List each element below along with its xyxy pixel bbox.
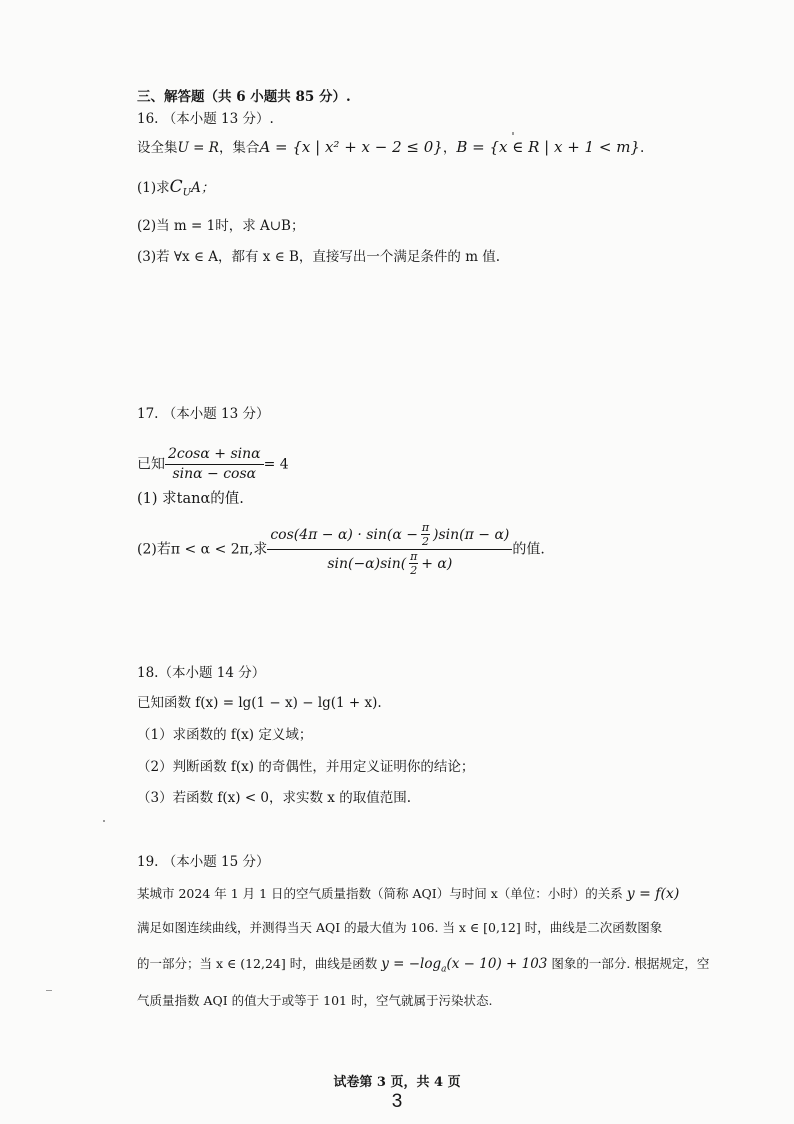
q16-part1: (1)求$C_UA$； (137, 177, 215, 199)
footer-page-number: 3 (391, 1091, 403, 1112)
q19-header: 19. （本小题 15 分） (137, 854, 270, 870)
q18-header: 18.（本小题 14 分） (137, 665, 266, 681)
q17-part2-fraction: cos(4π − α) · sin(α − $\frac{\pi}{2}$ )sin(π − α) sin(−α)sin( $\frac{\pi}{2}$ + α) (267, 522, 512, 577)
q16-part3: (3)若 ∀x ∈ A，都有 x ∈ B，直接写出一个满足条件的 m 值. (137, 249, 501, 265)
q19-line3: 的一部分；当 x ∈ (12,24] 时，曲线是函数 $y = -\log_a(x - 10) + 103$ 图象的一部分. 根据规定，空 (137, 956, 710, 975)
q18-part1: （1）求函数的 f(x) 定义域； (137, 727, 313, 743)
q19-line4: 气质量指数 AQI 的值大于或等于 101 时，空气就属于污染状态. (137, 993, 493, 1008)
q16-header: 16. （本小题 13 分）. (137, 111, 274, 127)
q17-given-fraction: $\frac{2\cos\alpha + \sin\alpha}{\sin\alpha - \cos\alpha}$ (165, 446, 264, 483)
section-title: 三、解答题（共 6 小题共 85 分）. (137, 89, 351, 105)
scan-speck (103, 820, 105, 822)
scan-speck (46, 990, 52, 991)
q19-line2: 满足如图连续曲线，并测得当天 AQI 的最大值为 106. 当 x ∈ [0,12] 时，曲线是二次函数图象 (137, 920, 663, 935)
q18-part3: （3）若函数 f(x) < 0，求实数 x 的取值范围. (137, 790, 411, 806)
q19-line1: 某城市 2024 年 1 月 1 日的空气质量指数（简称 AQI）与时间 x（单位：小时）的关系 y = f(x) (137, 886, 680, 902)
q17-given: 已知 $\frac{2\cos\alpha + \sin\alpha}{\sin\alpha - \cos\alpha}$ = 4 (137, 446, 289, 482)
q17-part2: (2)若π < α < 2π,求 cos(4π − α) · sin(α − $\frac{\pi}{2}$ )sin(π − α) sin(−α)sin( $\frac{\pi}{2}$ + α) 的值. (137, 521, 545, 577)
q16-part2: (2)当 m = 1时，求 A∪B； (137, 218, 305, 234)
q17-part1: (1) 求tanα的值. (137, 491, 244, 507)
q17-header: 17. （本小题 13 分） (137, 406, 270, 422)
q16-stem: 设全集U = R，集合A = {x | x² + x − 2 ≤ 0}，B = {x ∈ R | x + 1 < m}. (137, 138, 645, 156)
scan-speck (512, 132, 514, 135)
q18-stem: 已知函数 f(x) = lg(1 − x) − lg(1 + x). (137, 695, 382, 711)
footer-page-label: 试卷第 3 页，共 4 页 (333, 1075, 461, 1090)
q18-part2: （2）判断函数 f(x) 的奇偶性，并用定义证明你的结论； (137, 759, 475, 775)
